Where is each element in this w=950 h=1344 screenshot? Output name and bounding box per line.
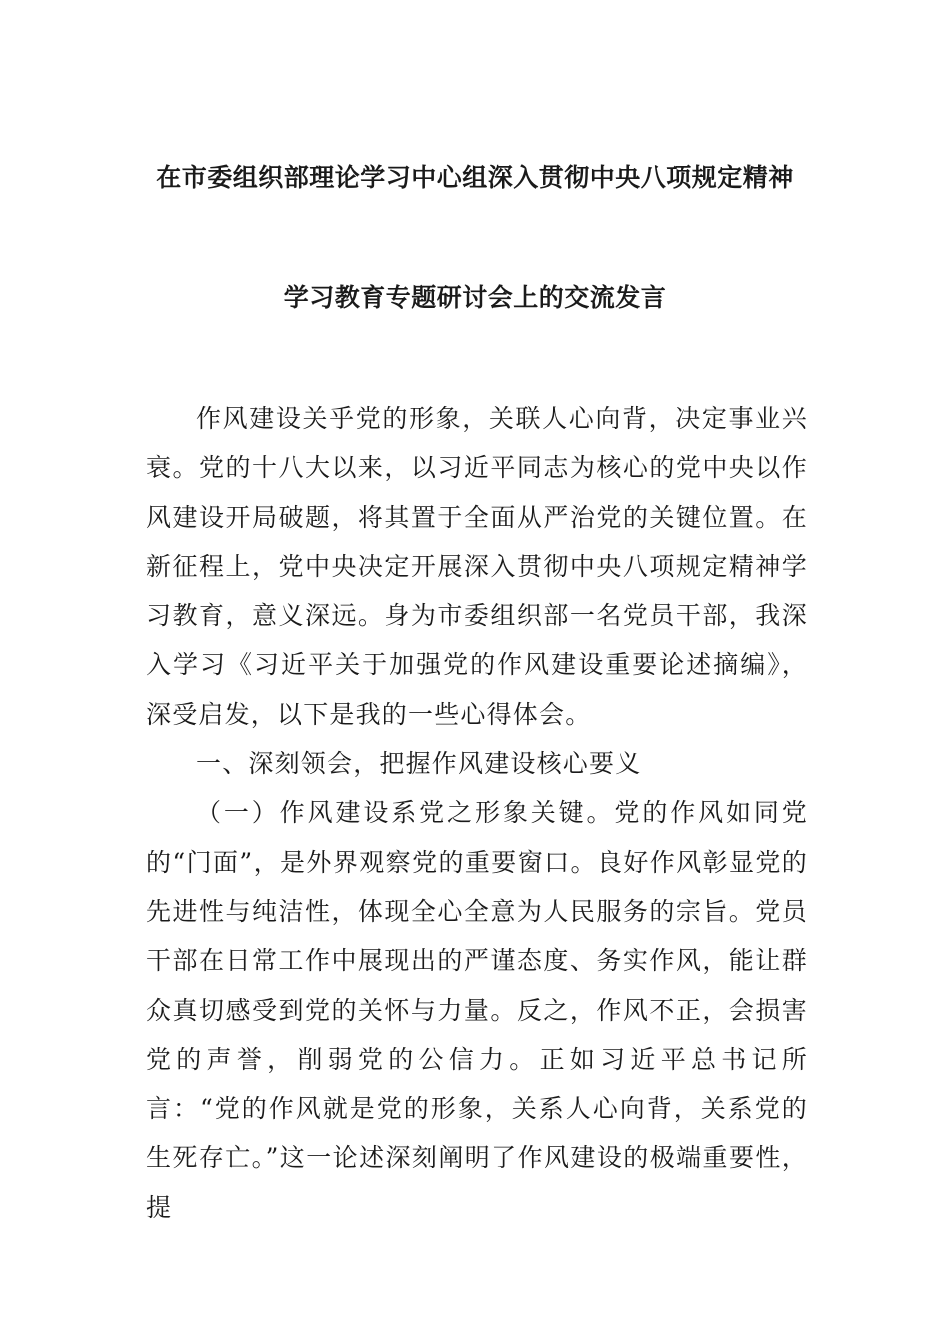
document-title-line-1: 在市委组织部理论学习中心组深入贯彻中央八项规定精神: [156, 163, 794, 192]
document-title-line-2: 学习教育专题研讨会上的交流发言: [283, 283, 667, 312]
document-body: [146, 394, 808, 1232]
section-heading-1: 一、深刻领会，把握作风建设核心要义: [196, 749, 642, 779]
subsection-paragraph-1: （一）作风建设系党之形象关键。党的作风如同党的“门面”，是外界观察党的重要窗口。良好作风彰显党的先进性与纯洁性，体现全心全意为人民服务的宗旨。党员干部在日常工作中展现出的严谨态度、务实作风，能让群众真切感受到党的关怀与力量。反之，作风不正，会损害党的声誉，削弱党的公信力。正如习近平总书记所言：“党的作风就是党的形象，关系人心向背，关系党的生死存亡。”这一论述深刻阐明了作风建设的极端重要性，提: [146, 798, 808, 1222]
intro-paragraph: 作风建设关乎党的形象，关联人心向背，决定事业兴衰。党的十八大以来，以习近平同志为核心的党中央以作风建设开局破题，将其置于全面从严治党的关键位置。在新征程上，党中央决定开展深入贯彻中央八项规定精神学习教育，意义深远。身为市委组织部一名党员干部，我深入学习《习近平关于加强党的作风建设重要论述摘编》，深受启发，以下是我的一些心得体会。: [146, 404, 808, 729]
